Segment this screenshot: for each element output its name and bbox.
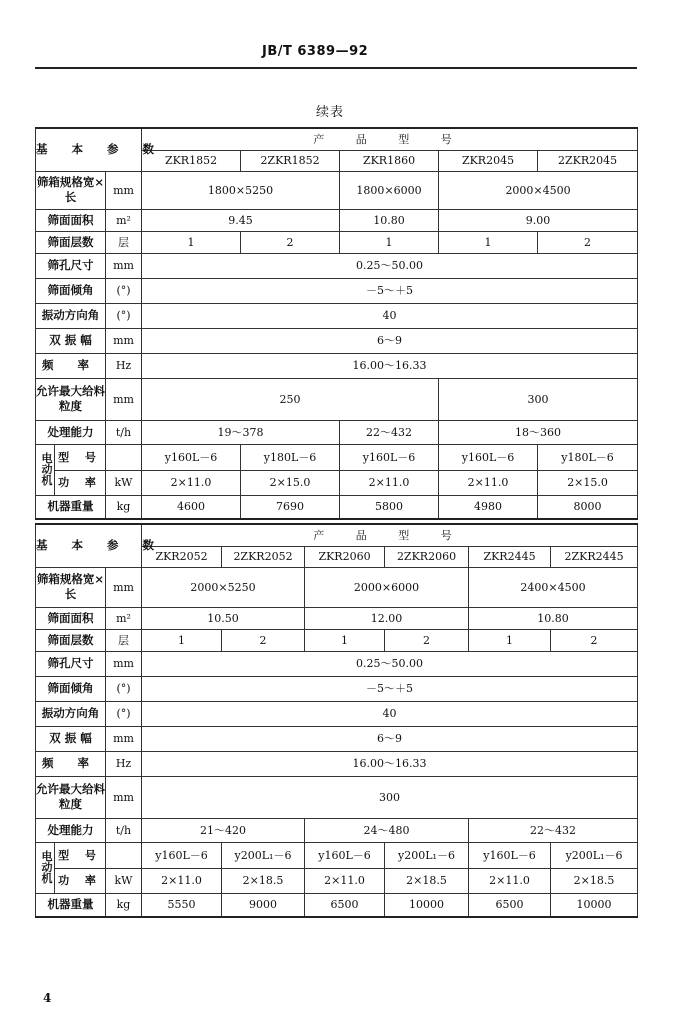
vib-dir-unit: (°)	[106, 701, 142, 726]
motor-power-value: 2×11.0	[469, 868, 551, 893]
table-row	[36, 524, 638, 546]
layers-value: 1	[340, 231, 439, 253]
motor-model-value: y160L－6	[469, 842, 551, 868]
weight-value: 7690	[241, 495, 340, 519]
capacity-value: 21～420	[142, 818, 305, 842]
motor-model-value: y160L－6	[142, 842, 222, 868]
capacity-value: 22～432	[340, 420, 439, 444]
freq-value: 16.00～16.33	[142, 353, 638, 378]
vib-dir-value: 40	[142, 701, 638, 726]
layers-value: 1	[305, 629, 385, 651]
motor-model-unit	[106, 842, 142, 868]
motor-label-inner	[40, 445, 105, 495]
amp-unit: mm	[106, 726, 142, 751]
motor-label-cell	[36, 842, 106, 893]
model-name: ZKR2445	[469, 546, 551, 567]
table-row	[36, 253, 638, 278]
layers-unit: 层	[106, 231, 142, 253]
model-name: 2ZKR2445	[551, 546, 638, 567]
motor-model-value: y200L₁－6	[385, 842, 469, 868]
area-label: 筛面面积	[36, 209, 106, 231]
motor-label-inner	[40, 843, 105, 893]
amp-unit: mm	[106, 328, 142, 353]
motor-label-row	[40, 445, 105, 495]
motor-power-value: 2×11.0	[142, 868, 222, 893]
layers-value: 1	[142, 629, 222, 651]
freq-unit: Hz	[106, 751, 142, 776]
area-value: 10.80	[340, 209, 439, 231]
page-number: 4	[43, 991, 52, 1005]
capacity-value: 19～378	[142, 420, 340, 444]
hole-value: 0.25～50.00	[142, 253, 638, 278]
motor-label-row	[40, 843, 105, 893]
layers-unit: 层	[106, 629, 142, 651]
area-value: 12.00	[305, 607, 469, 629]
vib-dir-value: 40	[142, 303, 638, 328]
amp-value: 6～9	[142, 328, 638, 353]
vib-dir-label: 振动方向角	[36, 303, 106, 328]
capacity-label: 处理能力	[36, 818, 106, 842]
motor-sub-labels	[55, 445, 106, 495]
motor-power-value: 2×18.5	[222, 868, 305, 893]
layers-value: 2	[222, 629, 305, 651]
table-row	[36, 231, 638, 253]
incline-unit: (°)	[106, 278, 142, 303]
motor-label: 电动机	[41, 850, 53, 885]
area-unit: m²	[106, 607, 142, 629]
continued-caption: 续表	[316, 105, 345, 120]
box-spec-unit: mm	[106, 171, 142, 209]
product-model-header: 产 品 型 号	[142, 524, 638, 546]
feed-label: 允许最大给料粒度	[36, 378, 106, 420]
freq-label: 频 率	[36, 751, 106, 776]
weight-label: 机器重量	[36, 893, 106, 917]
incline-value: －5～＋5	[142, 278, 638, 303]
layers-label: 筛面层数	[36, 629, 106, 651]
incline-label: 筛面倾角	[36, 676, 106, 701]
box-spec-value: 1800×6000	[340, 171, 439, 209]
area-value: 9.00	[439, 209, 638, 231]
freq-value: 16.00～16.33	[142, 751, 638, 776]
layers-value: 1	[439, 231, 538, 253]
table-row	[36, 842, 638, 868]
motor-sub-labels	[55, 843, 106, 893]
model-name: ZKR1852	[142, 150, 241, 171]
freq-unit: Hz	[106, 353, 142, 378]
motor-model-label: 型 号	[55, 445, 105, 471]
motor-model-label: 型 号	[55, 843, 105, 869]
spec-table-2	[35, 523, 638, 918]
box-spec-value: 1800×5250	[142, 171, 340, 209]
motor-model-value: y160L－6	[439, 444, 538, 470]
standard-number: JB/T 6389—92	[262, 44, 369, 59]
weight-value: 9000	[222, 893, 305, 917]
basic-params-header: 基 本 参 数	[36, 128, 142, 171]
table-row	[36, 567, 638, 607]
weight-label: 机器重量	[36, 495, 106, 519]
area-value: 10.80	[469, 607, 638, 629]
box-spec-value: 2000×4500	[439, 171, 638, 209]
capacity-value: 24～480	[305, 818, 469, 842]
table-row	[36, 128, 638, 150]
motor-model-value: y160L－6	[340, 444, 439, 470]
box-spec-label: 筛箱规格宽×长	[36, 171, 106, 209]
layers-value: 2	[538, 231, 638, 253]
motor-label-cell	[36, 444, 106, 495]
motor-power-value: 2×11.0	[439, 470, 538, 495]
motor-power-value: 2×11.0	[340, 470, 439, 495]
box-spec-label: 筛箱规格宽×长	[36, 567, 106, 607]
weight-value: 8000	[538, 495, 638, 519]
area-value: 10.50	[142, 607, 305, 629]
table-row	[36, 629, 638, 651]
model-name: 2ZKR1852	[241, 150, 340, 171]
motor-power-label: 功 率	[58, 873, 102, 887]
motor-model-unit	[106, 444, 142, 470]
weight-unit: kg	[106, 893, 142, 917]
incline-unit: (°)	[106, 676, 142, 701]
layers-label: 筛面层数	[36, 231, 106, 253]
layers-value: 2	[551, 629, 638, 651]
table-row	[36, 676, 638, 701]
table-row	[36, 444, 638, 470]
table-row	[36, 171, 638, 209]
layers-value: 2	[385, 629, 469, 651]
table-row	[36, 353, 638, 378]
motor-power-value: 2×18.5	[551, 868, 638, 893]
hole-unit: mm	[106, 253, 142, 278]
basic-params-header: 基 本 参 数	[36, 524, 142, 567]
table-row	[36, 701, 638, 726]
amp-value: 6～9	[142, 726, 638, 751]
motor-model-value: y200L₁－6	[222, 842, 305, 868]
feed-value: 250	[142, 378, 439, 420]
model-name: ZKR2052	[142, 546, 222, 567]
capacity-value: 18～360	[439, 420, 638, 444]
feed-value: 300	[439, 378, 638, 420]
incline-value: －5～＋5	[142, 676, 638, 701]
spec-table-1	[35, 127, 638, 520]
table-row	[36, 378, 638, 420]
motor-power-unit: kW	[106, 470, 142, 495]
motor-power-value: 2×15.0	[241, 470, 340, 495]
motor-power-value: 2×11.0	[305, 868, 385, 893]
box-spec-unit: mm	[106, 567, 142, 607]
layers-value: 2	[241, 231, 340, 253]
weight-value: 6500	[305, 893, 385, 917]
area-value: 9.45	[142, 209, 340, 231]
weight-value: 6500	[469, 893, 551, 917]
motor-model-value: y180L－6	[538, 444, 638, 470]
table-row	[36, 209, 638, 231]
weight-value: 5800	[340, 495, 439, 519]
box-spec-value: 2000×5250	[142, 567, 305, 607]
model-name: 2ZKR2052	[222, 546, 305, 567]
capacity-value: 22～432	[469, 818, 638, 842]
table-row	[36, 751, 638, 776]
table-row	[36, 420, 638, 444]
header-rule	[35, 67, 637, 69]
hole-label: 筛孔尺寸	[36, 253, 106, 278]
model-name: ZKR2045	[439, 150, 538, 171]
weight-value: 10000	[551, 893, 638, 917]
capacity-label: 处理能力	[36, 420, 106, 444]
area-unit: m²	[106, 209, 142, 231]
layers-value: 1	[469, 629, 551, 651]
motor-model-value: y160L－6	[142, 444, 241, 470]
table-row	[36, 726, 638, 751]
model-name: ZKR1860	[340, 150, 439, 171]
model-name: ZKR2060	[305, 546, 385, 567]
vib-dir-unit: (°)	[106, 303, 142, 328]
weight-unit: kg	[106, 495, 142, 519]
motor-power-value: 2×15.0	[538, 470, 638, 495]
area-label: 筛面面积	[36, 607, 106, 629]
amp-label: 双 振 幅	[36, 726, 106, 751]
feed-value: 300	[142, 776, 638, 818]
table-row	[36, 651, 638, 676]
weight-value: 4980	[439, 495, 538, 519]
hole-label: 筛孔尺寸	[36, 651, 106, 676]
motor-label: 电动机	[41, 452, 53, 487]
motor-model-value: y180L－6	[241, 444, 340, 470]
model-name: 2ZKR2045	[538, 150, 638, 171]
motor-power-unit: kW	[106, 868, 142, 893]
freq-label: 频 率	[36, 353, 106, 378]
box-spec-value: 2000×6000	[305, 567, 469, 607]
hole-unit: mm	[106, 651, 142, 676]
box-spec-value: 2400×4500	[469, 567, 638, 607]
feed-unit: mm	[106, 776, 142, 818]
model-name: 2ZKR2060	[385, 546, 469, 567]
motor-power-value: 2×18.5	[385, 868, 469, 893]
amp-label: 双 振 幅	[36, 328, 106, 353]
table-row	[36, 776, 638, 818]
feed-label: 允许最大给料粒度	[36, 776, 106, 818]
table-row	[36, 470, 638, 495]
product-model-header: 产 品 型 号	[142, 128, 638, 150]
hole-value: 0.25～50.00	[142, 651, 638, 676]
table-row	[36, 278, 638, 303]
table-row	[36, 818, 638, 842]
motor-power-value: 2×11.0	[142, 470, 241, 495]
table-row	[36, 303, 638, 328]
table-row	[36, 868, 638, 893]
table-row	[36, 495, 638, 519]
capacity-unit: t/h	[106, 818, 142, 842]
weight-value: 10000	[385, 893, 469, 917]
capacity-unit: t/h	[106, 420, 142, 444]
layers-value: 1	[142, 231, 241, 253]
feed-unit: mm	[106, 378, 142, 420]
table-row	[36, 328, 638, 353]
weight-value: 5550	[142, 893, 222, 917]
motor-model-value: y160L－6	[305, 842, 385, 868]
vib-dir-label: 振动方向角	[36, 701, 106, 726]
weight-value: 4600	[142, 495, 241, 519]
incline-label: 筛面倾角	[36, 278, 106, 303]
motor-model-value: y200L₁－6	[551, 842, 638, 868]
motor-power-label: 功 率	[58, 475, 102, 489]
table-row	[36, 893, 638, 917]
table-row	[36, 607, 638, 629]
